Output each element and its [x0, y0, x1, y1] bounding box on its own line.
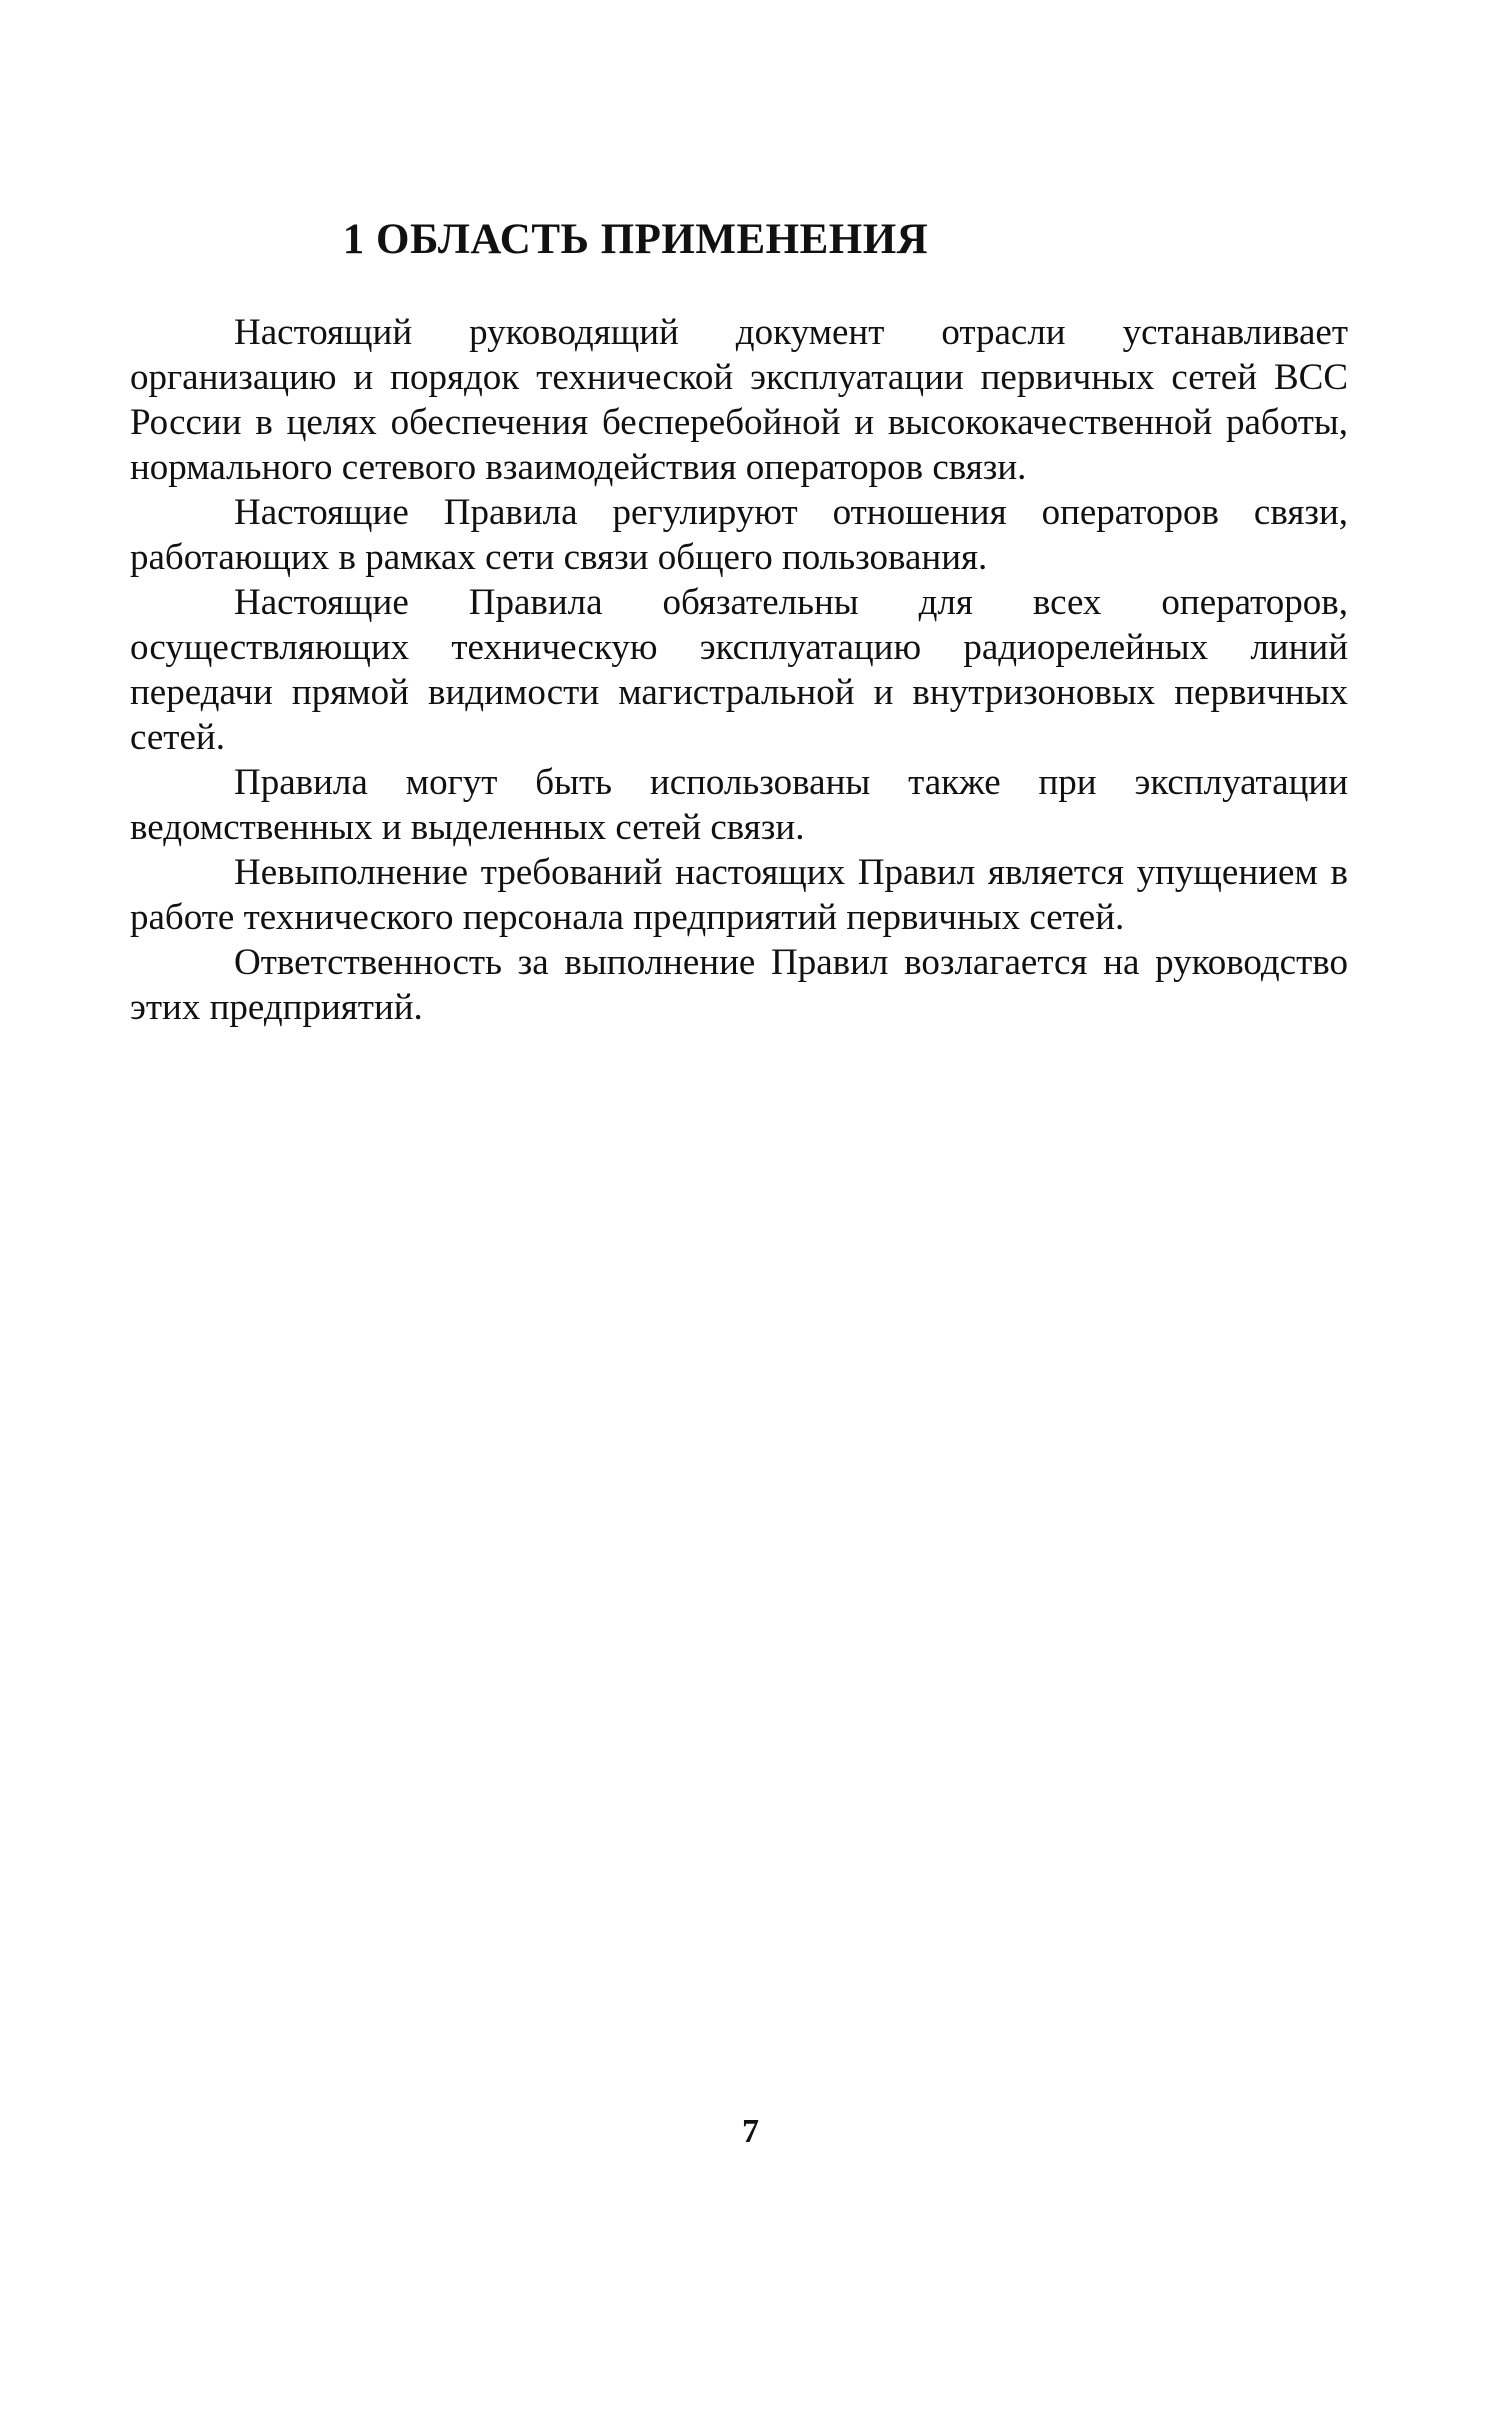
paragraph-relations: Настоящие Правила регулируют отношения операторов связи, работающих в рамках сети связи общего пользования. — [130, 492, 1348, 578]
page-number: 7 — [742, 2113, 759, 2150]
section-body — [130, 310, 1348, 1030]
section-title: 1 ОБЛАСТЬ ПРИМЕНЕНИЯ — [342, 216, 929, 263]
paragraph-responsibility: Ответственность за выполнение Правил возлагается на руководство этих предприятий. — [130, 942, 1348, 1028]
paragraph-noncompliance: Невыполнение требований настоящих Правил является упущением в работе технического персонала предприятий первичных сетей. — [130, 852, 1348, 938]
paragraph-usage: Правила могут быть использованы также при эксплуатации ведомственных и выделенных сетей связи. — [130, 762, 1348, 848]
paragraph-obligation: Настоящие Правила обязательны для всех операторов, осуществляющих техническую эксплуатацию радиорелейных линий передачи прямой видимости магистральной и внутризоновых первичных сетей. — [130, 582, 1348, 758]
paragraph-scope: Настоящий руководящий документ отрасли устанавливает организацию и порядок технической эксплуатации первичных сетей ВСС России в целях обеспечения бесперебойной и высококачественной работы, нормального сетевого взаимодействия операторов связи. — [130, 312, 1348, 488]
